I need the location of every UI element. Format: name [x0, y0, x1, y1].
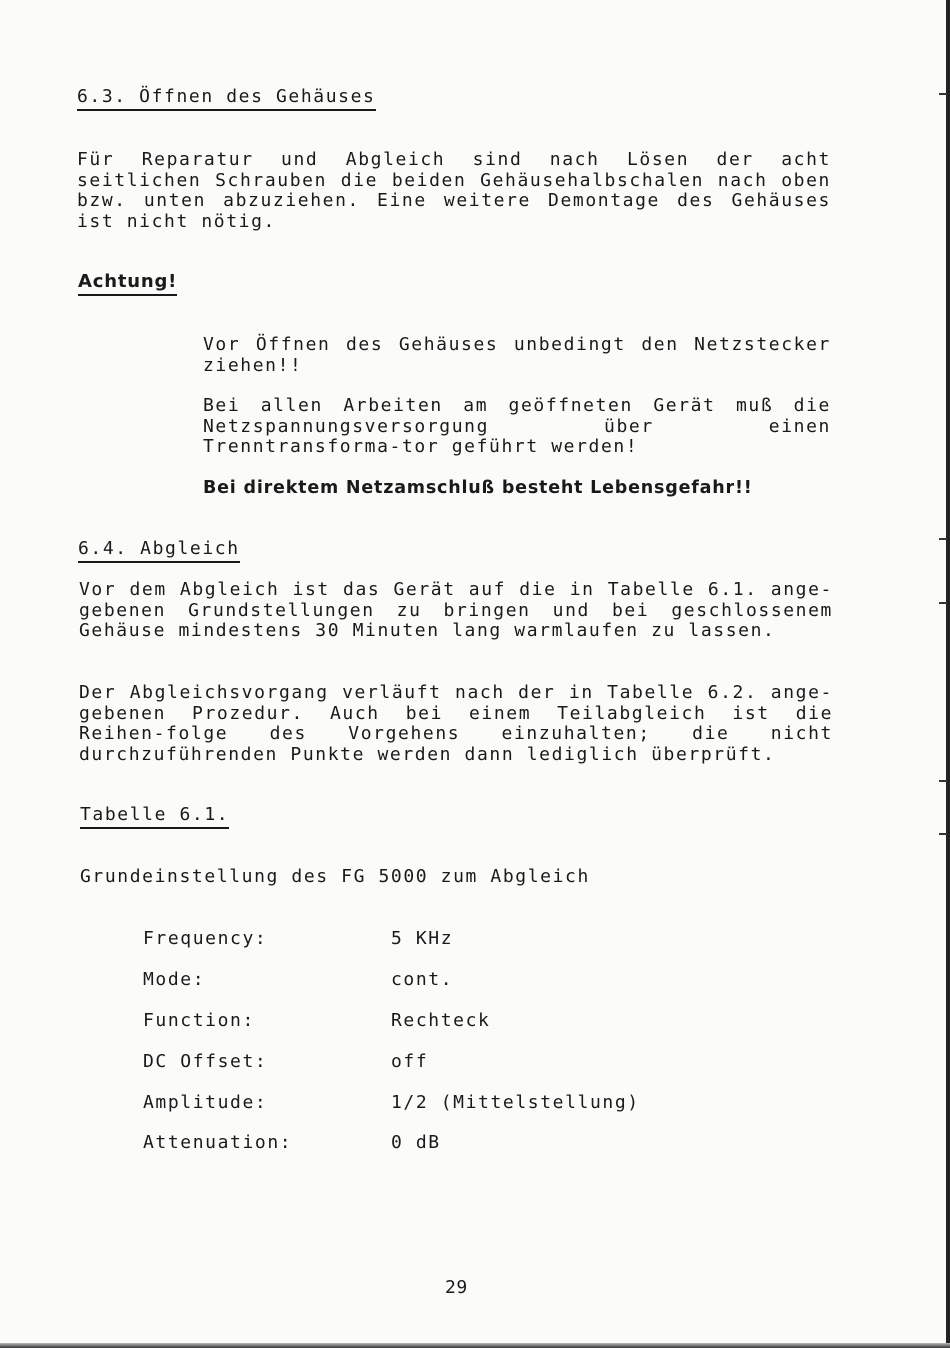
- margin-tick: [939, 602, 947, 604]
- margin-tick: [939, 93, 947, 95]
- warning-heading: Achtung!: [78, 272, 177, 296]
- settings-value: 1/2 (Mittelstellung): [391, 1092, 640, 1113]
- page-edge-bottom: [0, 1343, 950, 1348]
- settings-value: off: [391, 1051, 429, 1072]
- settings-label: Frequency:: [143, 928, 268, 949]
- settings-value: cont.: [391, 969, 454, 990]
- section-6-3-heading: 6.3. Öffnen des Gehäuses: [77, 87, 376, 111]
- settings-label: DC Offset:: [143, 1051, 268, 1072]
- margin-tick: [939, 780, 947, 782]
- settings-label: Attenuation:: [143, 1132, 293, 1153]
- warning-paragraph-1: Vor Öffnen des Gehäuses unbedingt den Netzstecker ziehen!!: [203, 334, 831, 376]
- settings-label: Mode:: [143, 969, 206, 990]
- settings-value: 5 KHz: [391, 928, 454, 949]
- section-6-3-paragraph: Für Reparatur und Abgleich sind nach Lösen der acht seitlichen Schrauben die beiden Gehäusehalbschalen nach oben bzw. unten abzuziehen. Eine weitere Demontage des Gehäuses ist nicht nötig.: [77, 149, 831, 232]
- page-number: 29: [445, 1277, 468, 1298]
- section-6-4-heading: 6.4. Abgleich: [78, 539, 240, 563]
- margin-tick: [939, 833, 947, 835]
- table-6-1-heading: Tabelle 6.1.: [80, 805, 229, 829]
- section-6-4-paragraph-1: Vor dem Abgleich ist das Gerät auf die in Tabelle 6.1. ange-gebenen Grundstellungen zu bringen und bei geschlossenem Gehäuse mindestens 30 Minuten lang warmlaufen zu lassen.: [79, 579, 833, 641]
- margin-tick: [939, 538, 947, 540]
- section-6-4-paragraph-2: Der Abgleichsvorgang verläuft nach der in Tabelle 6.2. ange-gebenen Prozedur. Auch bei einem Teilabgleich ist die Reihen-folge des Vorgehens einzuhalten; die nicht durchzuführenden Punkte werden dann lediglich überprüft.: [79, 682, 833, 765]
- settings-label: Function:: [143, 1010, 255, 1031]
- warning-danger-text: Bei direktem Netzamschluß besteht Lebensgefahr!!: [203, 478, 753, 498]
- table-6-1-caption: Grundeinstellung des FG 5000 zum Abgleich: [80, 866, 590, 887]
- page-edge-right: [946, 0, 950, 1348]
- warning-paragraph-2: Bei allen Arbeiten am geöffneten Gerät muß die Netzspannungsversorgung über einen Trenntransforma-tor geführt werden!: [203, 395, 831, 457]
- settings-label: Amplitude:: [143, 1092, 268, 1113]
- settings-value: 0 dB: [391, 1132, 441, 1153]
- settings-value: Rechteck: [391, 1010, 491, 1031]
